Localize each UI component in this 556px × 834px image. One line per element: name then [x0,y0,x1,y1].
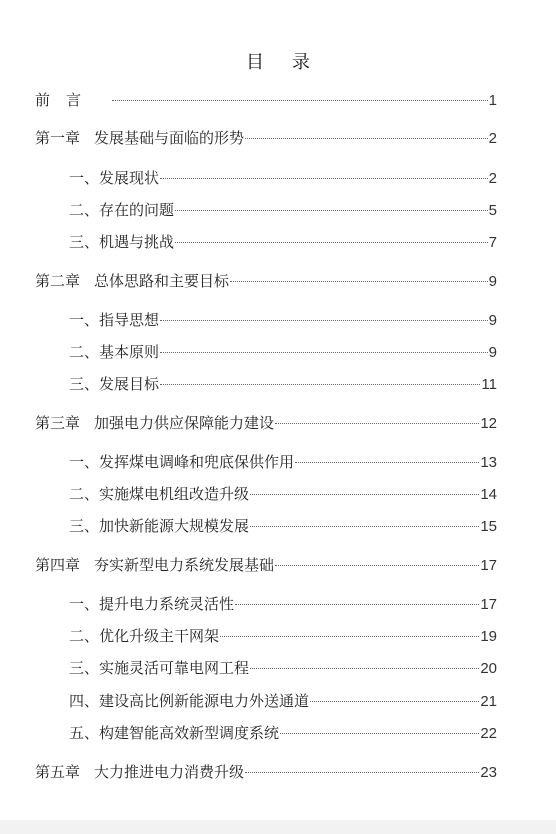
toc-entry-section[interactable] [69,164,497,192]
toc-entry-page: 22 [480,725,497,742]
toc-entry-title: 存在的问题 [99,201,175,219]
leader-dots [250,526,479,527]
toc-entry-page: 17 [480,596,497,613]
toc-entry-chapter[interactable] [35,267,497,295]
toc-entry-label: 第二章 [35,272,81,290]
leader-dots [250,494,479,495]
toc-entry-section[interactable] [69,512,497,540]
toc-entry-section[interactable] [69,370,497,398]
leader-dots [310,701,479,702]
toc-entry-label: 第四章 [35,556,81,574]
toc-entry-section[interactable] [69,480,497,508]
toc-entry-section[interactable] [69,228,497,256]
leader-dots [160,320,488,321]
leader-dots [275,565,479,566]
toc-entry-label: 二、 [69,485,100,503]
toc-entry-title: 提升电力系统灵活性 [99,595,235,613]
toc-entry-section[interactable] [69,719,497,747]
toc-entry-page: 14 [480,486,497,503]
toc-entry-label: 第五章 [35,763,81,781]
toc-entry-label: 第一章 [35,129,81,147]
toc-entry-label: 第三章 [35,414,81,432]
leader-dots [160,178,488,179]
toc-entry-title: 优化升级主干网架 [99,627,220,645]
bottom-margin [0,820,556,834]
toc-entry-page: 2 [488,170,497,187]
toc-entry-title: 加快新能源大规模发展 [99,517,250,535]
leader-dots [220,636,479,637]
toc-entry-page: 15 [480,518,497,535]
toc-entry-chapter[interactable] [35,758,497,786]
leader-dots [235,604,479,605]
toc-entry-page: 12 [480,415,497,432]
leader-dots [280,733,479,734]
toc-entry-page: 19 [480,628,497,645]
toc-entry-label: 五、 [69,724,100,742]
toc-entry-title: 指导思想 [99,311,160,329]
toc-entry-label: 三、 [69,517,100,535]
toc-entry-page: 9 [488,344,497,361]
toc-entry-section[interactable] [69,654,497,682]
toc-entry-page: 23 [480,764,497,781]
toc-entry-title: 发展基础与面临的形势 [94,129,245,147]
toc-entry-label: 三、 [69,659,100,677]
toc-entry-title: 大力推进电力消费升级 [94,763,245,781]
toc-entry-section[interactable] [69,448,497,476]
toc-entry-page: 1 [488,92,497,109]
toc-entry-page: 9 [488,312,497,329]
toc-entry-label: 三、 [69,233,100,251]
toc-entry-section[interactable] [69,687,497,715]
toc-entry-title: 发挥煤电调峰和兜底保供作用 [99,453,295,471]
toc-entry-page: 20 [480,660,497,677]
toc-entry-title: 发展现状 [99,169,160,187]
toc-entry-title: 机遇与挑战 [99,233,175,251]
toc-entry-chapter[interactable] [35,551,497,579]
page-title: 目录 [246,52,338,73]
toc-entry-chapter[interactable] [35,124,497,152]
toc-entry-page: 13 [480,454,497,471]
toc-entry-section[interactable] [69,306,497,334]
toc-entry-title: 实施灵活可靠电网工程 [99,659,250,677]
toc-entry-section[interactable] [69,622,497,650]
toc-entry-page: 9 [488,273,497,290]
toc-entry-label: 三、 [69,375,100,393]
toc-entry-title: 总体思路和主要目标 [94,272,230,290]
toc-entry-title: 建设高比例新能源电力外送通道 [99,692,310,710]
toc-entry-page: 7 [488,234,497,251]
toc-entry-page: 5 [488,202,497,219]
toc-entry-section[interactable] [69,196,497,224]
toc-entry-title: 发展目标 [99,375,160,393]
toc-entry-label: 一、 [69,169,100,187]
leader-dots [175,242,488,243]
toc-entry-label: 二、 [69,627,100,645]
leader-dots [175,210,488,211]
leader-dots [295,462,479,463]
toc-entry-section[interactable] [69,338,497,366]
leader-dots [160,352,488,353]
leader-dots [112,100,488,101]
toc-entry-label: 四、 [69,692,100,710]
toc-entry-preface[interactable] [35,86,497,114]
toc-entry-page: 17 [480,557,497,574]
toc-entry-label: 前言 [35,91,98,109]
toc-entry-chapter[interactable] [35,409,497,437]
toc-entry-label: 一、 [69,453,100,471]
toc-entry-title: 加强电力供应保障能力建设 [94,414,275,432]
toc-entry-title: 实施煤电机组改造升级 [99,485,250,503]
leader-dots [245,772,479,773]
toc-entry-title: 构建智能高效新型调度系统 [99,724,280,742]
leader-dots [275,423,479,424]
toc-entry-page: 11 [481,376,497,393]
toc-entry-title: 基本原则 [99,343,160,361]
toc-entry-label: 二、 [69,343,100,361]
toc-entry-page: 21 [480,693,497,710]
toc-entry-title: 夯实新型电力系统发展基础 [94,556,275,574]
leader-dots [160,384,480,385]
toc-entry-label: 一、 [69,595,100,613]
toc-entry-section[interactable] [69,590,497,618]
leader-dots [230,281,488,282]
toc-entry-page: 2 [488,130,497,147]
leader-dots [245,138,488,139]
toc-entry-label: 一、 [69,311,100,329]
leader-dots [250,668,479,669]
toc-entry-label: 二、 [69,201,100,219]
